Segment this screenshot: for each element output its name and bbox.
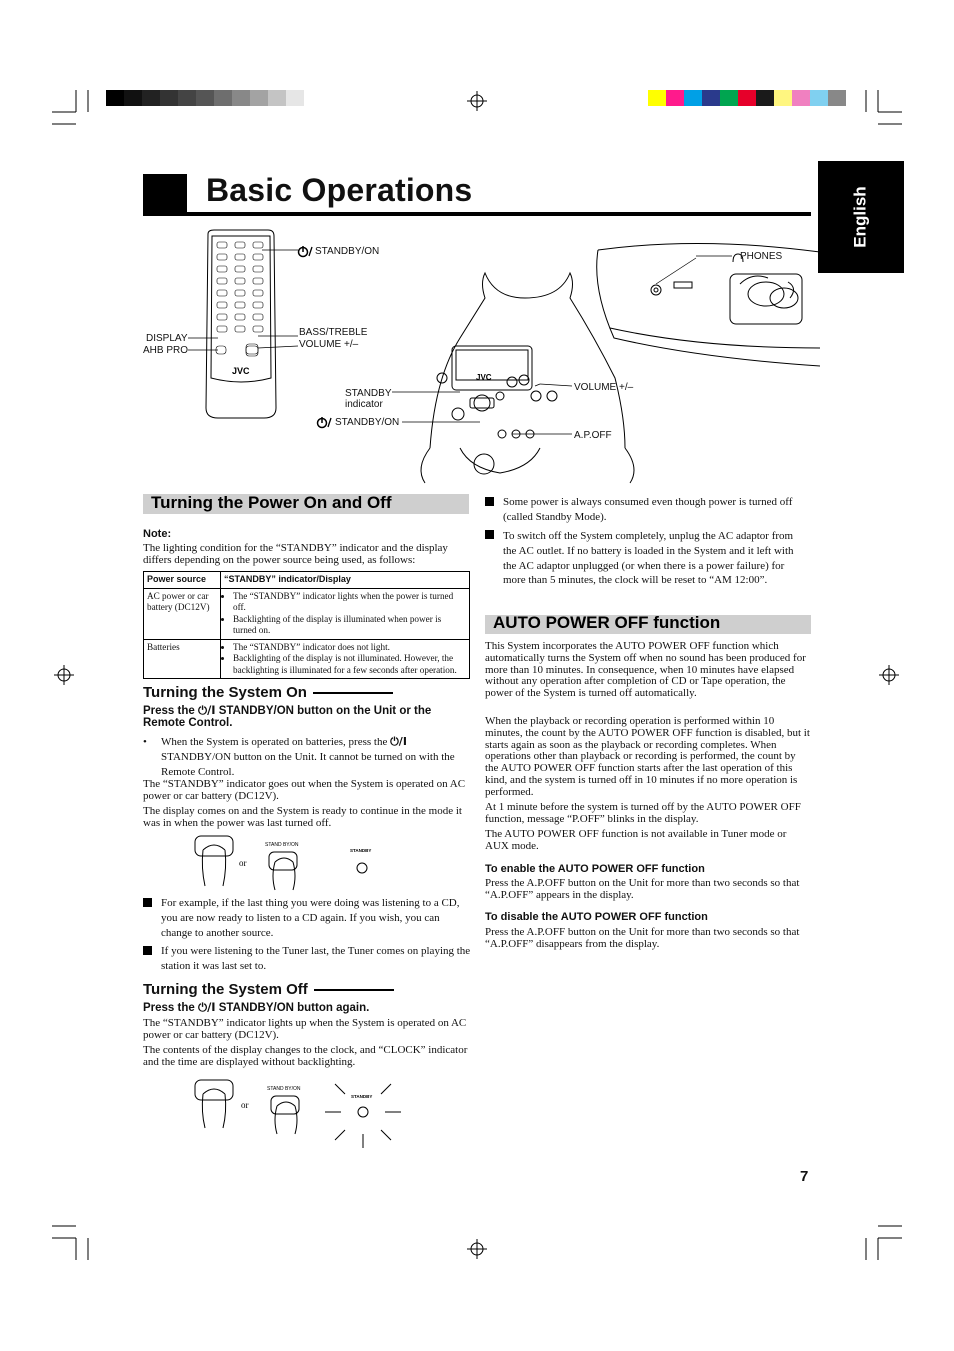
label-standby-indicator-2: indicator xyxy=(345,399,383,410)
label-remote-bass-treble: BASS/TREBLE xyxy=(299,327,368,338)
label-phones: PHONES xyxy=(740,251,783,262)
square-bullet xyxy=(485,497,494,506)
label-unit-volume: VOLUME +/– xyxy=(574,382,634,393)
fig-stand-by-on-2: STAND BY/ON xyxy=(267,1086,301,1092)
page-number: 7 xyxy=(800,1168,809,1185)
section-header-auto-power-off: AUTO POWER OFF function xyxy=(485,615,811,634)
para-tuner: If you were listening to the Tuner last, the Tuner comes on playing the station it was last set to. xyxy=(161,945,471,972)
para-auto-4: The AUTO POWER OFF function is not available in Tuner mode or AUX mode. xyxy=(485,828,787,852)
title-rule xyxy=(143,212,811,216)
label-remote-display: DISPLAY xyxy=(146,333,188,344)
table-row xyxy=(144,588,470,639)
figure-press-on xyxy=(185,828,385,892)
table-cell-indicator xyxy=(221,588,470,639)
standby-on-icon: ⏻/I xyxy=(197,1000,216,1014)
table-row xyxy=(144,639,470,679)
para-example-cd: For example, if the last thing you were doing was listening to a CD, you are now ready to listen to a CD again. If you wish, you can change to another source. xyxy=(161,897,460,939)
note-text: The lighting condition for the “STANDBY” indicator and the display differs depending on the power source being used, as follows: xyxy=(143,542,448,566)
heading-system-on: Turning the System On xyxy=(143,684,393,701)
table-header-row xyxy=(144,572,470,589)
note-label: Note: xyxy=(143,528,172,540)
label-remote-volume: VOLUME +/– xyxy=(299,339,359,350)
unit-brand-logo: JVC xyxy=(476,373,492,382)
para-auto-2: When the playback or recording operation is performed within 10 minutes, the count by the AUTO POWER OFF function is disabled, but it starts again as soon as the playback or recording completes. When operations other than playback or recording is performed, the count by the AUTO POWER OFF function starts after the last operation of this kind, and the system is turned off in 10 minutes if no more operation is performed. xyxy=(485,715,810,798)
para-disable: Press the A.P.OFF button on the Unit for more than two seconds so that “A.P.OFF” disappears from the display. xyxy=(485,926,800,950)
table-list-item: • The “STANDBY” indicator lights when the power is turned off. xyxy=(233,591,466,614)
square-bullet xyxy=(143,946,152,955)
standby-on-icon: ⏻/I xyxy=(197,703,216,717)
bullet-batteries: When the System is operated on batteries, press the ⏻/I STANDBY/ON button on the Unit. It cannot be turned on with the Remote Control. xyxy=(161,735,455,778)
page-title: Basic Operations xyxy=(206,172,473,208)
para-auto-1: This System incorporates the AUTO POWER OFF function which automatically turns the System off when no sound has been produced for more than 10 minutes. In consequence, when 10 minutes have elapsed without any operation after completion of CD or Tape operation, the power of the System is turned off automatically. xyxy=(485,640,806,700)
heading-system-off: Turning the System Off xyxy=(143,981,394,998)
para-standby-lights: The “STANDBY” indicator lights up when the System is operated on AC power or car battery (DC12V). xyxy=(143,1017,467,1041)
label-standby-indicator-1: STANDBY xyxy=(345,388,392,399)
table-header-source: Power source xyxy=(144,572,221,589)
language-tab xyxy=(818,161,904,273)
label-unit-standby-on: STANDBY/ON xyxy=(335,417,400,428)
fig-or-1: or xyxy=(239,858,247,868)
standby-on-icon: ⏻/I xyxy=(390,735,407,748)
title-block xyxy=(143,174,187,216)
table-cell-indicator xyxy=(221,639,470,679)
para-standby-goes-out: The “STANDBY” indicator goes out when the System is operated on AC power or car battery (DC12V). xyxy=(143,778,466,802)
section-header-power: Turning the Power On and Off xyxy=(143,494,469,514)
table-header-indicator: “STANDBY” indicator/Display xyxy=(221,572,470,589)
heading-enable: To enable the AUTO POWER OFF function xyxy=(485,863,705,875)
table-list-item: • The “STANDBY” indicator does not light. xyxy=(233,642,466,654)
fig-or-2: or xyxy=(241,1100,249,1110)
product-illustration xyxy=(140,228,820,488)
table-cell-source: AC power or car battery (DC12V) xyxy=(144,588,221,639)
label-apoff: A.P.OFF xyxy=(574,430,612,441)
fig-stand-by-on-1: STAND BY/ON xyxy=(265,842,299,848)
remote-control-illustration xyxy=(206,230,276,418)
heading-disable: To disable the AUTO POWER OFF function xyxy=(485,911,708,923)
figure-press-off xyxy=(185,1072,415,1152)
para-display-clock: The contents of the display changes to the clock, and “CLOCK” indicator and the time are displayed without backlighting. xyxy=(143,1044,468,1068)
square-bullet xyxy=(485,530,494,539)
para-standby-mode: Some power is always consumed even though power is turned off (called Standby Mode). xyxy=(503,496,793,523)
standby-on-symbol-unit xyxy=(318,417,332,428)
power-source-table xyxy=(143,571,470,679)
square-bullet xyxy=(143,898,152,907)
para-auto-3: At 1 minute before the system is turned off by the AUTO POWER OFF function, message “P.OFF” blinks in the display. xyxy=(485,801,801,825)
para-switch-off: To switch off the System completely, unplug the AC adaptor from the AC outlet. If no battery is loaded in the System and it left with the AC adaptor unplugged (or when there is a power failure) for more than 5 minutes, the clock will be reset to “AM 12:00”. xyxy=(503,530,794,587)
fig-standby-2: STANDBY xyxy=(351,1094,373,1099)
table-list-item: • Backlighting of the display is illuminated when power is turned on. xyxy=(233,614,466,637)
table-cell-source: Batteries xyxy=(144,639,221,679)
phones-detail-illustration xyxy=(597,243,820,366)
instruction-system-on: Press the ⏻/I STANDBY/ON button on the Unit or the Remote Control. xyxy=(143,703,432,729)
remote-brand-logo: JVC xyxy=(232,366,250,376)
table-list-item: • Backlighting of the display is not illuminated. However, the backlighting is illuminated for a few seconds after operation. xyxy=(233,653,466,676)
para-display-comes-on: The display comes on and the System is ready to continue in the mode it was in when the power was last turned off. xyxy=(143,805,462,829)
label-remote-standby-on: STANDBY/ON xyxy=(315,246,380,257)
standby-on-symbol-remote xyxy=(299,246,313,257)
instruction-system-off: Press the ⏻/I STANDBY/ON button again. xyxy=(143,1000,370,1014)
language-tab-label: English xyxy=(851,186,870,248)
para-enable: Press the A.P.OFF button on the Unit for more than two seconds so that “A.P.OFF” appears in the display. xyxy=(485,877,800,901)
label-remote-ahb-pro: AHB PRO xyxy=(143,345,189,356)
fig-standby-1: STANDBY xyxy=(350,848,372,853)
registration-target-top xyxy=(467,91,487,111)
